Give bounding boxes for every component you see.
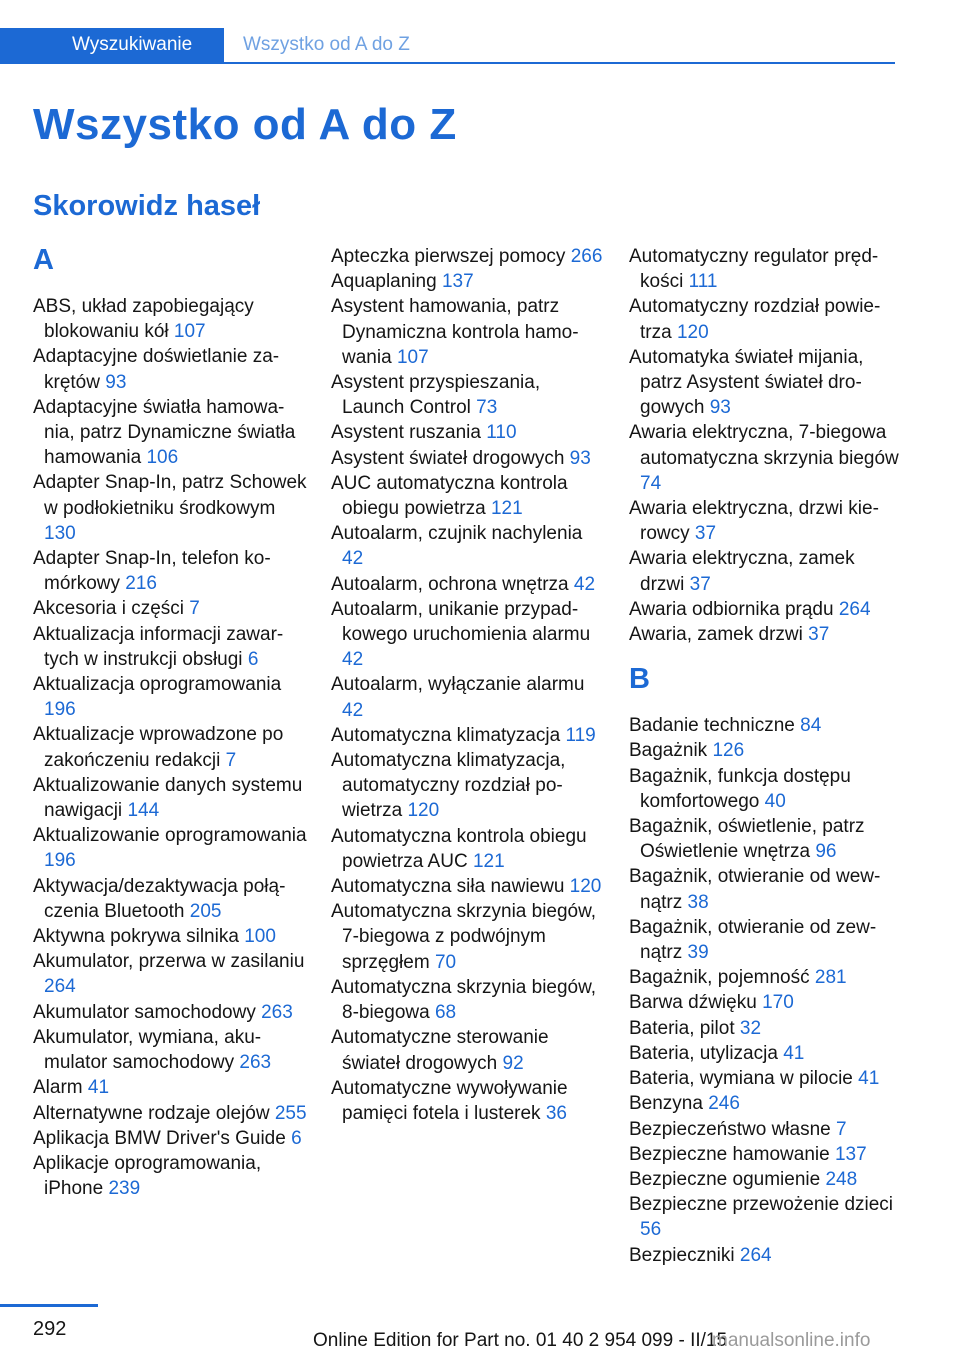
index-entry (629, 345, 904, 421)
index-entry-text: Aplikacja BMW Driver's Guide (33, 1127, 286, 1149)
index-entry-text: Akumulator samochodowy (33, 1001, 256, 1023)
index-entry-list (629, 713, 904, 1267)
index-entry-text: Autoalarm, czujnik nachylenia (331, 523, 583, 545)
index-entry-text: Alternatywne rodzaje olejów (33, 1102, 270, 1124)
index-entry-text: Automatyczna klimatyzacja (331, 724, 561, 746)
index-entry-text: Automatyczny regulator prędkości (629, 246, 879, 293)
index-letter: A (33, 244, 54, 276)
index-entry (629, 864, 904, 914)
index-entry-text: Adaptacyjne doświetlanie zakrętów (33, 346, 280, 393)
index-entry-text: Adapter Snap-In, telefon komórkowy (33, 548, 271, 595)
index-entry (331, 899, 606, 975)
index-entry-text: Badanie techniczne (629, 715, 795, 737)
index-entry (33, 1075, 308, 1100)
index-entry-page-link[interactable]: 281 (814, 967, 847, 989)
tab-search[interactable] (0, 28, 224, 62)
index-entry-page-link[interactable]: 7 (225, 749, 237, 771)
index-entry (33, 294, 308, 344)
index-entry-page-link[interactable]: 42 (342, 699, 364, 721)
index-entry-page-link[interactable]: 7 (189, 598, 200, 620)
index-entry-page-link[interactable]: 264 (739, 1244, 772, 1266)
index-entry-page-link[interactable]: 196 (44, 699, 76, 721)
index-entry-text: Aplikacje oprogramowania, iPhone (33, 1152, 262, 1200)
index-entry (33, 874, 308, 924)
index-entry (629, 1167, 904, 1192)
index-entry-page-link[interactable]: 92 (502, 1052, 524, 1074)
index-entry-page-link[interactable]: 264 (44, 976, 76, 998)
index-entry-page-link[interactable]: 121 (472, 850, 505, 872)
index-entry-text: Akumulator, przerwa w zasilaniu (33, 951, 305, 973)
index-entry-page-link[interactable]: 96 (815, 841, 837, 863)
index-entry-text: Autoalarm, wyłączanie alarmu (331, 674, 585, 696)
index-entry-page-link[interactable]: 6 (291, 1127, 302, 1149)
index-entry-text: Bezpieczniki (629, 1244, 735, 1266)
index-entry-text: Bateria, pilot (629, 1017, 735, 1039)
index-entry-page-link[interactable]: 39 (687, 942, 709, 964)
index-entry-page-link[interactable]: 32 (739, 1017, 762, 1039)
index-entry-text: Bagażnik, funkcja dostępu komfortowego (629, 765, 851, 812)
watermark: manualsonline.info (712, 1330, 871, 1351)
index-entry-page-link[interactable]: 266 (570, 246, 603, 267)
index-entry (629, 1117, 904, 1142)
index-entry (629, 1192, 904, 1242)
index-entry (331, 521, 606, 571)
index-entry-text: Apteczka pierwszej pomocy (331, 246, 566, 267)
index-entry-page-link[interactable]: 111 (688, 271, 718, 293)
index-entry-page-link[interactable]: 41 (858, 1068, 880, 1090)
index-entry-page-link[interactable]: 246 (708, 1093, 740, 1115)
index-entry (629, 738, 904, 763)
index-entry-page-link[interactable]: 130 (44, 522, 76, 544)
index-entry-page-link[interactable]: 56 (640, 1219, 662, 1241)
index-entry-text: Aktualizowanie oprogramowania (33, 825, 307, 847)
index-entry-page-link[interactable]: 93 (105, 371, 127, 393)
index-entry-page-link[interactable]: 74 (640, 472, 662, 494)
index-entry-text: Automatyczna skrzynia biegów, 7-biegowa z podwójnym sprzęgłem (331, 901, 597, 973)
index-entry-page-link[interactable]: 70 (434, 951, 457, 973)
index-entry-page-link[interactable]: 73 (476, 397, 498, 419)
index-entry-page-link[interactable]: 41 (783, 1042, 805, 1064)
index-entry (629, 814, 904, 864)
index-entry (629, 1041, 904, 1066)
index-title: Skorowidz haseł (33, 190, 261, 222)
index-entry-page-link[interactable]: 120 (407, 800, 440, 822)
index-entry (629, 915, 904, 965)
tab-search-label: Wyszukiwanie (72, 34, 193, 55)
index-entry (33, 722, 308, 772)
index-entry-text: Bagażnik, pojemność (629, 967, 810, 989)
index-entry-text: Automatyczne wywoływanie pamięci fotela i lusterek (331, 1077, 568, 1124)
index-entry-page-link[interactable]: 248 (825, 1168, 858, 1190)
index-entry-text: Bagażnik, otwieranie od zewnątrz (629, 916, 877, 964)
index-entry-text: Aquaplaning (331, 271, 437, 293)
index-entry (33, 1101, 308, 1126)
index-entry (629, 1066, 904, 1091)
index-entry (629, 597, 904, 622)
index-entry-text: Automatyczny rozdział powietrza (629, 296, 881, 343)
index-entry-text: Aktywacja/dezaktywacja połączenia Bluetooth (33, 875, 286, 922)
index-entry-text: Autoalarm, unikanie przypadkowego uruchomienia alarmu (331, 598, 591, 646)
index-entry (629, 965, 904, 990)
index-entry (331, 672, 606, 722)
index-entry-text: Bezpieczne hamowanie (629, 1143, 830, 1165)
index-entry-page-link[interactable]: 121 (490, 498, 523, 520)
index-entry-page-link[interactable]: 37 (808, 624, 830, 646)
index-entry-text: Bateria, utylizacja (629, 1042, 778, 1064)
index-entry-text: Akumulator, wymiana, akumulator samochodowy (33, 1026, 262, 1074)
index-entry-text: Bagażnik (629, 740, 708, 762)
index-entry-text: Bagażnik, otwieranie od wewnątrz (629, 866, 881, 913)
index-entry-page-link[interactable]: 144 (127, 800, 160, 822)
index-entry (33, 1151, 308, 1201)
index-entry-page-link[interactable]: 68 (434, 1002, 457, 1024)
index-entry-page-link[interactable]: 119 (565, 724, 596, 746)
index-entry-page-link[interactable]: 100 (244, 926, 276, 948)
index-entry-text: Aktualizacja informacji zawartych w instrukcji obsługi (33, 623, 284, 670)
index-entry-text: Awaria elektryczna, drzwi kierowcy (629, 498, 879, 545)
index-entry-text: Asystent ruszania (331, 422, 481, 444)
index-entry-page-link[interactable]: 120 (569, 876, 602, 898)
index-entry-text: Automatyka świateł mijania, patrz Asystent świateł drogowych (629, 346, 864, 419)
index-entry-text: Bezpieczne ogumienie (629, 1168, 821, 1190)
index-entry-text: ABS, układ zapobiegający blokowaniu kół (33, 296, 254, 343)
index-entry (629, 420, 904, 496)
index-entry-text: Benzyna (629, 1093, 703, 1115)
index-entry-list (331, 244, 606, 1126)
index-entry-page-link[interactable]: 137 (441, 271, 474, 293)
index-entry-text: Automatyczna kontrola obiegu powietrza AUC (331, 825, 587, 872)
index-entry-page-link[interactable]: 263 (239, 1052, 272, 1074)
index-entry (331, 244, 606, 269)
index-entry (629, 1142, 904, 1167)
index-entry-page-link[interactable]: 239 (108, 1178, 141, 1200)
index-entry-text: Awaria, zamek drzwi (629, 624, 803, 646)
index-entry-text: Aktualizowanie danych systemu nawigacji (33, 774, 303, 822)
page-title: Wszystko od A do Z (33, 100, 457, 149)
index-entry-page-link[interactable]: 110 (486, 422, 517, 444)
index-entry (331, 824, 606, 874)
page-number: 292 (33, 1318, 67, 1340)
index-entry (629, 1091, 904, 1116)
index-entry-text: Automatyczna klimatyzacja, automatyczny rozdział powietrza (331, 750, 566, 822)
index-entry-page-link[interactable]: 107 (396, 346, 429, 368)
tab-a-to-z[interactable]: Wszystko od A do Z (243, 34, 410, 55)
index-entry-text: Automatyczna skrzynia biegów, 8-biegowa (331, 976, 597, 1024)
index-entry-page-link[interactable]: 264 (838, 598, 871, 620)
index-entry-text: Asystent świateł drogowych (331, 447, 565, 469)
index-entry-text: Bagażnik, oświetlenie, patrz Oświetlenie wnętrza (629, 816, 865, 863)
index-entry-page-link[interactable]: 42 (573, 573, 596, 595)
index-entry-text: AUC automatyczna kontrola obiegu powietrza (331, 472, 568, 520)
index-entry-text: Asystent przyspieszania, Launch Control (331, 372, 541, 419)
index-entry-page-link[interactable]: 7 (836, 1118, 847, 1140)
header-tabs (0, 28, 895, 64)
index-entry-page-link[interactable]: 37 (694, 523, 717, 545)
index-entry (331, 723, 606, 748)
index-entry (33, 622, 308, 672)
index-entry (331, 572, 606, 597)
index-entry-text: Awaria odbiornika prądu (629, 598, 834, 620)
index-entry-page-link[interactable]: 93 (709, 397, 731, 419)
index-entry (331, 420, 606, 445)
index-entry (33, 596, 308, 621)
index-entry (629, 990, 904, 1015)
index-entry-text: Akcesoria i części (33, 598, 184, 620)
index-entry-page-link[interactable]: 126 (712, 740, 745, 762)
index-entry-text: Awaria elektryczna, zamek drzwi (629, 548, 855, 595)
index-entry (629, 1016, 904, 1041)
index-entry (331, 446, 606, 471)
index-entry (629, 546, 904, 596)
index-entry-list (33, 294, 308, 1201)
index-entry-page-link[interactable]: 120 (676, 321, 709, 343)
index-entry-page-link[interactable]: 205 (189, 900, 222, 922)
index-entry-page-link[interactable]: 255 (274, 1102, 307, 1124)
index-entry (33, 823, 308, 873)
index-entry-page-link[interactable]: 170 (762, 992, 794, 1014)
index-entry-page-link[interactable]: 36 (545, 1102, 567, 1124)
index-entry (629, 1243, 904, 1268)
index-letter: B (629, 663, 650, 696)
index-entry (331, 1076, 606, 1126)
index-entry (331, 874, 606, 899)
index-entry-text: Adapter Snap-In, patrz Schowek w podłokietniku środkowym (33, 472, 307, 519)
index-entry-page-link[interactable]: 41 (87, 1077, 110, 1099)
index-entry-text: Barwa dźwięku (629, 992, 757, 1014)
index-entry-text: Awaria elektryczna, 7-biegowa automatyczna skrzynia biegów (629, 422, 899, 469)
index-entry-text: Autoalarm, ochrona wnętrza (331, 573, 569, 595)
index-entry (331, 1025, 606, 1075)
index-entry-page-link[interactable]: 84 (800, 715, 822, 737)
index-entry-page-link[interactable]: 42 (342, 548, 364, 570)
index-entry (33, 924, 308, 949)
index-entry-page-link[interactable]: 6 (247, 648, 259, 670)
index-entry-text: Bateria, wymiana w pilocie (629, 1068, 853, 1090)
index-entry (331, 597, 606, 673)
index-entry (33, 1025, 308, 1075)
index-entry-page-link[interactable]: 42 (342, 649, 364, 671)
index-entry (33, 344, 308, 394)
index-entry-page-link[interactable]: 93 (569, 447, 591, 469)
index-entry (33, 546, 308, 596)
index-entry-page-link[interactable]: 40 (764, 790, 786, 812)
index-entry-page-link[interactable]: 137 (834, 1143, 867, 1165)
footer-divider (0, 1304, 98, 1307)
index-entry-text: Adaptacyjne światła hamowania, patrz Dynamiczne światła hamowania (33, 396, 296, 469)
index-entry (629, 294, 904, 344)
index-entry-page-link[interactable]: 107 (173, 321, 206, 343)
index-entry (629, 496, 904, 546)
index-column-2 (331, 244, 606, 1126)
index-entry (629, 713, 904, 738)
index-entry-page-link[interactable]: 263 (261, 1001, 293, 1023)
index-entry-text: Automatyczne sterowanie świateł drogowych (331, 1027, 549, 1074)
index-entry (33, 395, 308, 471)
index-entry-text: Bezpieczeństwo własne (629, 1118, 831, 1140)
edition-text: Online Edition for Part no. 01 40 2 954 099 - II/15 (313, 1330, 728, 1351)
index-entry-list (629, 244, 904, 647)
index-entry (331, 748, 606, 824)
index-entry (33, 1000, 308, 1025)
index-entry-page-link[interactable]: 216 (125, 573, 157, 595)
index-entry (629, 244, 904, 294)
index-entry (33, 672, 308, 722)
index-entry-text: Alarm (33, 1077, 83, 1099)
index-entry-page-link[interactable]: 37 (689, 573, 711, 595)
index-entry-page-link[interactable]: 196 (44, 850, 76, 872)
index-entry-text: Aktywna pokrywa silnika (33, 926, 239, 948)
index-entry-text: Asystent hamowania, patrz Dynamiczna kontrola hamowania (331, 296, 579, 368)
index-entry (629, 622, 904, 647)
index-entry-page-link[interactable]: 106 (146, 447, 179, 469)
index-entry (629, 764, 904, 814)
index-entry-text: Aktualizacje wprowadzone po zakończeniu redakcji (33, 724, 284, 771)
index-entry-text: Automatyczna siła nawiewu (331, 876, 565, 898)
index-entry (33, 1126, 308, 1151)
index-column-1 (33, 244, 308, 1201)
index-entry (33, 949, 308, 999)
index-column-3 (629, 244, 904, 1268)
index-entry (331, 471, 606, 521)
index-entry (331, 975, 606, 1025)
index-entry-page-link[interactable]: 38 (687, 891, 709, 913)
index-entry (331, 370, 606, 420)
index-entry-text: Aktualizacja oprogramowania (33, 674, 282, 696)
index-entry (331, 294, 606, 370)
index-entry (33, 470, 308, 546)
index-entry-text: Bezpieczne przewożenie dzieci (629, 1194, 894, 1216)
index-entry (331, 269, 606, 294)
index-entry (33, 773, 308, 823)
